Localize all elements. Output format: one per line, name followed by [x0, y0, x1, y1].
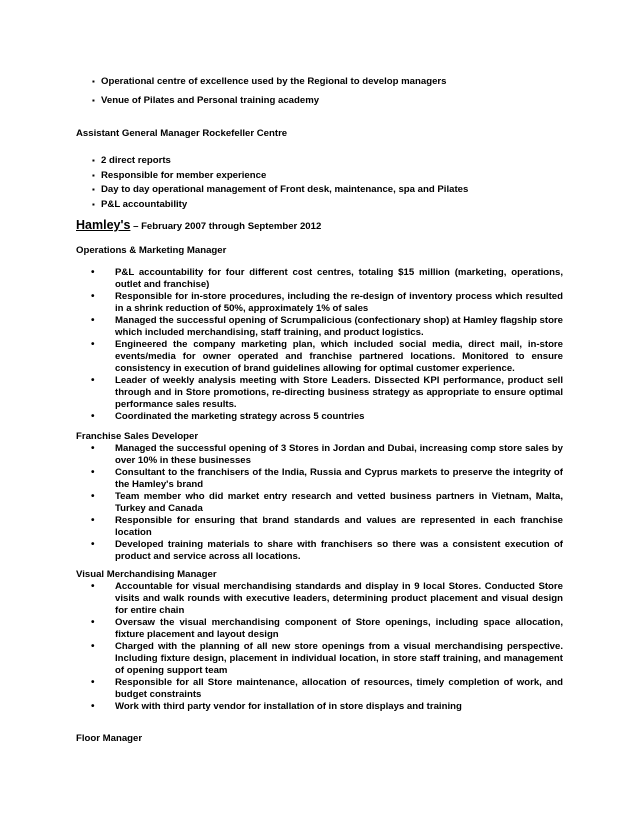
list-item: • Team member who did market entry research and vetted business partners in Vietnam, Malta, Turkey and Canada [91, 491, 563, 515]
list-item: • Charged with the planning of all new store openings from a visual merchandising perspective. Including fixture design, placement in individual location, in store staff training, and management of opening support team [91, 641, 563, 677]
employment-dates: – February 2007 through September 2012 [130, 221, 322, 232]
list-item: ▪ P&L accountability [92, 199, 532, 211]
list-item: • Accountable for visual merchandising standards and display in 9 local Stores. Conducted Store visits and walk rounds with executive leaders, determining product placement and visual design for entire chain [91, 581, 563, 617]
assistant-gm-bullets [92, 155, 532, 213]
list-item: • Developed training materials to share with franchisers so there was a consistent execution of product and service across all locations. [91, 539, 563, 563]
list-item: • Responsible for all Store maintenance, allocation of resources, timely completion of work, and budget constraints [91, 677, 563, 701]
visual-merchandising-heading: Visual Merchandising Manager [76, 569, 217, 580]
list-item: ▪ Day to day operational management of Front desk, maintenance, spa and Pilates [92, 184, 532, 196]
list-item: • Responsible for ensuring that brand standards and values are represented in each franchise location [91, 515, 563, 539]
list-item: ▪ Venue of Pilates and Personal training academy [92, 95, 532, 107]
assistant-gm-heading: Assistant General Manager Rockefeller Centre [76, 128, 288, 139]
list-item: • Responsible for in-store procedures, including the re-design of inventory process which resulted in a shrink reduction of 50%, approximately 1% of sales [91, 291, 563, 315]
operations-marketing-bullets [91, 267, 563, 423]
floor-manager-heading: Floor Manager [76, 733, 143, 744]
list-item: • Leader of weekly analysis meeting with Store Leaders. Dissected KPI performance, product sell through and in Store promotions, re-directing business strategy as appropriate to ensure optimal performance sales results. [91, 375, 563, 411]
franchise-sales-heading: Franchise Sales Developer [76, 431, 199, 442]
list-item: • Coordinated the marketing strategy across 5 countries [91, 411, 563, 423]
operations-marketing-heading: Operations & Marketing Manager [76, 245, 227, 256]
company-name: Hamley's [76, 218, 131, 232]
list-item: • Managed the successful opening of 3 Stores in Jordan and Dubai, increasing comp store sales by over 10% in these businesses [91, 443, 563, 467]
visual-merchandising-bullets [91, 581, 563, 713]
list-item: ▪ 2 direct reports [92, 155, 532, 167]
franchise-sales-bullets [91, 443, 563, 563]
list-item: • Consultant to the franchisers of the India, Russia and Cyprus markets to preserve the integrity of the Hamley's brand [91, 467, 563, 491]
list-item: ▪ Operational centre of excellence used by the Regional to develop managers [92, 76, 532, 88]
list-item: • Managed the successful opening of Scrumpalicious (confectionary shop) at Hamley flagship store which included merchandising, staff training, and product logistics. [91, 315, 563, 339]
list-item: • Oversaw the visual merchandising component of Store openings, including space allocation, fixture placement and layout design [91, 617, 563, 641]
previous-role-bullets [92, 76, 532, 114]
list-item: • P&L accountability for four different cost centres, totaling $15 million (marketing, operations, outlet and franchise) [91, 267, 563, 291]
list-item: • Work with third party vendor for installation of in store displays and training [91, 701, 563, 713]
company-heading [76, 216, 321, 234]
list-item: • Engineered the company marketing plan, which included social media, direct mail, in-store events/media for owner operated and franchise partnered locations. Monitored to ensure consistency in execution of brand guidelines allowing for optimal customer experience. [91, 339, 563, 375]
list-item: ▪ Responsible for member experience [92, 170, 532, 182]
